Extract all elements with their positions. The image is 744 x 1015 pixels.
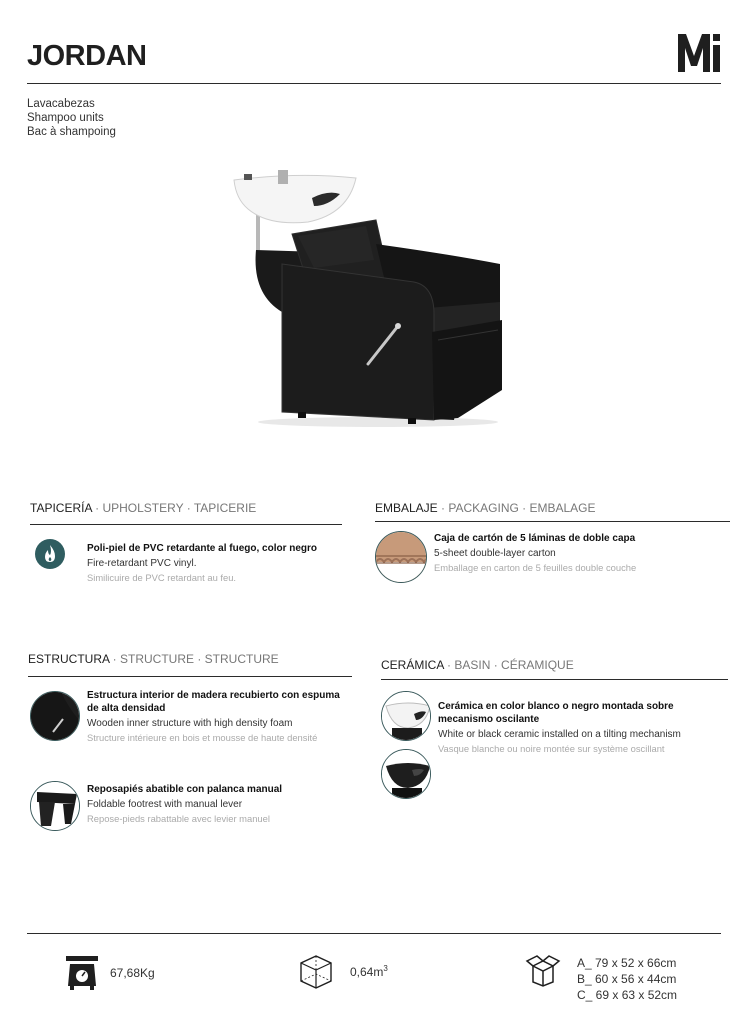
volume-value: [350, 964, 388, 979]
upholstery-fr: Similicuire de PVC retardant au feu.: [87, 572, 237, 583]
fire-icon: [35, 539, 65, 569]
dimensions-list: [577, 955, 677, 1003]
dimension-c: C_ 69 x 63 x 52cm: [577, 988, 678, 1002]
black-basin-icon: [381, 749, 431, 799]
subtitle-es: Lavacabezas: [27, 98, 95, 110]
upholstery-es: Poli-piel de PVC retardante al fuego, color negro: [87, 543, 318, 554]
cube-icon: [298, 954, 334, 990]
footer-divider: [27, 933, 721, 934]
packaging-heading: [375, 501, 596, 515]
structure-heading-translations: · STRUCTURE · STRUCTURE: [109, 652, 279, 666]
upholstery-en: Fire-retardant PVC vinyl.: [87, 558, 197, 569]
header-divider: [27, 83, 721, 84]
structure-heading: [28, 652, 279, 666]
structure-item-2: [87, 783, 349, 825]
structure-1-en: Wooden inner structure with high density foam: [87, 718, 293, 729]
volume-superscript: 3: [383, 964, 388, 973]
white-basin-icon: [381, 691, 431, 741]
upholstery-heading-main: TAPICERÍA: [30, 501, 92, 515]
basin-heading-translations: · BASIN · CÉRAMIQUE: [443, 658, 574, 672]
upholstery-item: [87, 542, 347, 584]
product-image: [228, 164, 508, 429]
structure-2-es: Reposapiés abatible con palanca manual: [87, 784, 283, 795]
structure-item-1: [87, 689, 349, 744]
structure-1-fr: Structure intérieure en bois et mousse de haute densité: [87, 732, 318, 743]
packaging-item: [434, 532, 724, 574]
basin-en: White or black ceramic installed on a tilting mechanism: [438, 729, 681, 740]
packaging-heading-main: EMBALAJE: [375, 501, 438, 515]
structure-2-fr: Repose-pieds rabattable avec levier manuel: [87, 813, 270, 824]
subtitle-fr: Bac à shampoing: [27, 126, 116, 138]
cardboard-icon: [375, 531, 427, 583]
basin-divider: [381, 679, 728, 680]
packaging-heading-translations: · PACKAGING · EMBALAGE: [437, 501, 596, 515]
basin-es: Cerámica en color blanco o negro montada sobre mecanismo oscilante: [438, 701, 674, 725]
basin-heading-main: CERÁMICA: [381, 658, 444, 672]
volume-number: 0,64m: [350, 965, 384, 979]
packaging-es: Caja de cartón de 5 láminas de doble capa: [434, 533, 636, 544]
weight-value: 67,68Kg: [110, 966, 155, 980]
packaging-en: 5-sheet double-layer carton: [434, 548, 556, 559]
structure-heading-main: ESTRUCTURA: [28, 652, 110, 666]
structure-divider: [28, 676, 352, 677]
basin-item: [438, 700, 724, 755]
chair-structure-icon: [30, 691, 80, 741]
basin-heading: [381, 658, 574, 672]
subtitle-en: Shampoo units: [27, 112, 104, 124]
basin-fr: Vasque blanche ou noire montée sur système oscillant: [438, 743, 665, 754]
structure-1-es: Estructura interior de madera recubierto con espuma de alta densidad: [87, 690, 340, 714]
brand-logo: [676, 30, 722, 74]
packaging-fr: Emballage en carton de 5 feuilles double couche: [434, 562, 637, 573]
page-title: JORDAN: [27, 40, 147, 72]
packaging-divider: [375, 521, 730, 522]
upholstery-divider: [30, 524, 342, 525]
structure-2-en: Foldable footrest with manual lever: [87, 799, 243, 810]
scale-icon: [64, 954, 100, 992]
dimension-b: B_ 60 x 56 x 44cm: [577, 972, 677, 986]
dimension-a: A_ 79 x 52 x 66cm: [577, 956, 677, 970]
box-icon: [524, 954, 562, 988]
footrest-icon: [30, 781, 80, 831]
upholstery-heading-translations: · UPHOLSTERY · TAPICERIE: [91, 501, 257, 515]
upholstery-heading: [30, 501, 256, 515]
